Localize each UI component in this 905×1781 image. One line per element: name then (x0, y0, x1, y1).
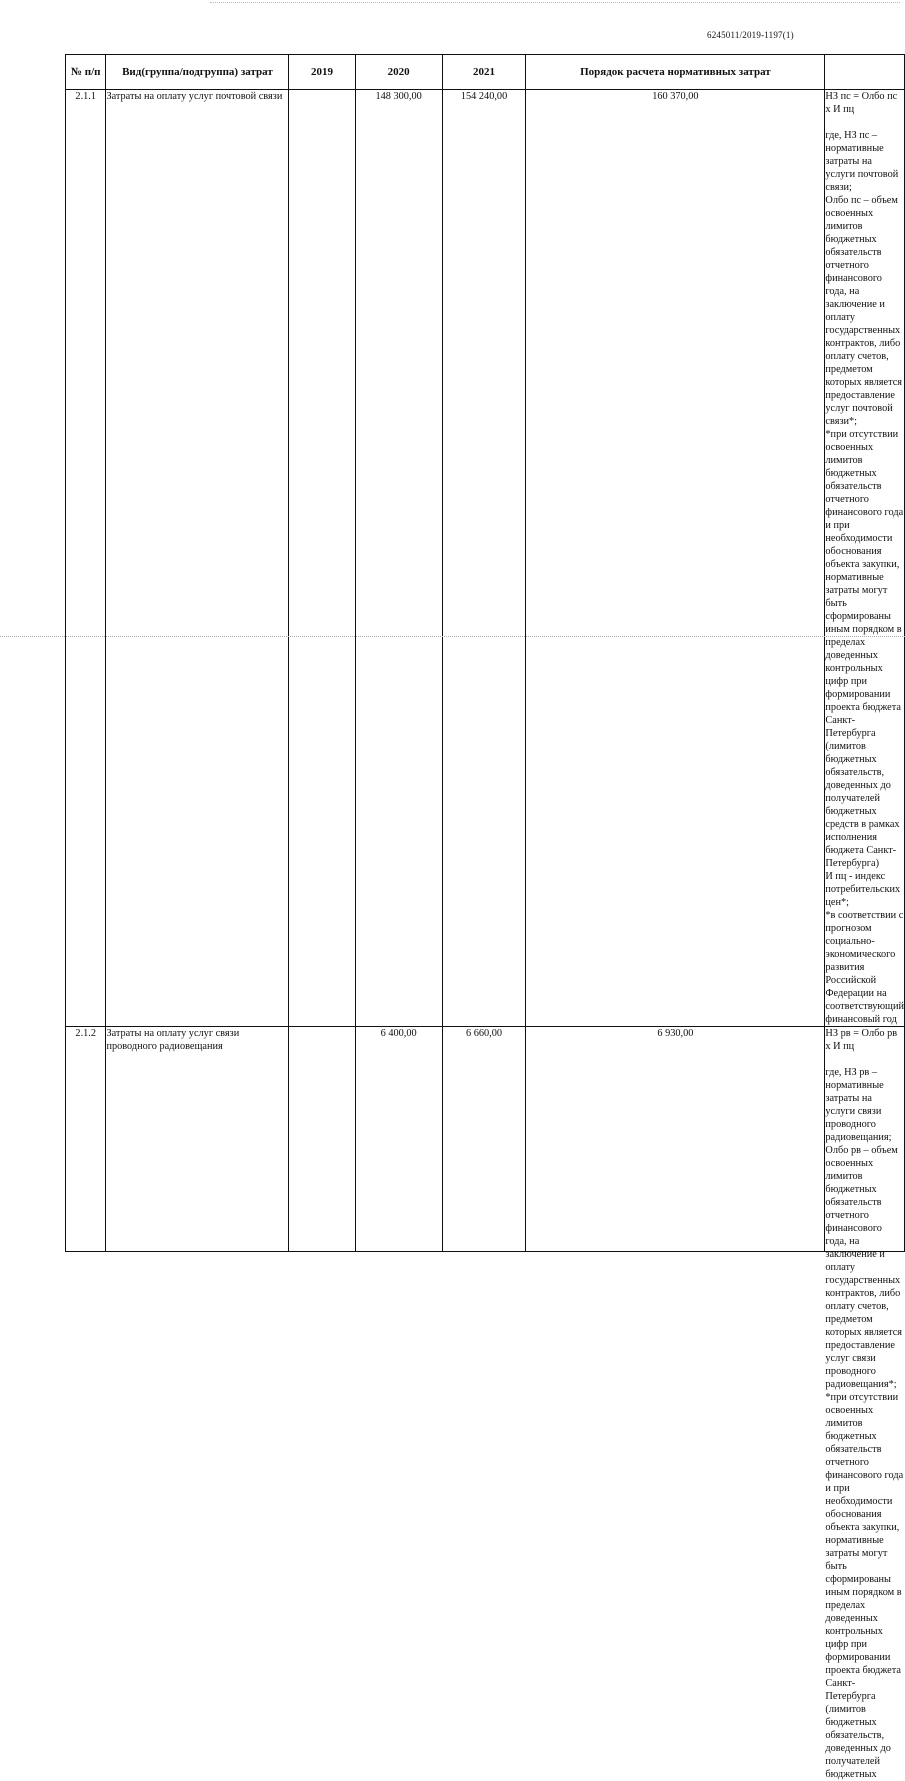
calculation-method (825, 90, 905, 1027)
table-row (66, 1027, 905, 1252)
header-type: Вид(группа/подгруппа) затрат (106, 55, 289, 90)
method-line: *при отсутствии освоенных лимитов бюджетных обязательств отчетного финансового года и при необходимости обоснования объекта закупки, нормативные затраты могут быть сформированы иным порядком в пределах доведенных контрольных цифр при формировании проекта бюджета Санкт-Петербурга (лимитов бюджетных обязательств, доведенных до получателей бюджетных средств в рамках исполнения бюджета Санкт-Петербурга) (825, 429, 904, 869)
table-row (66, 90, 905, 1027)
formula: НЗ рв = Олбо рв х И пц (825, 1028, 898, 1052)
empty-cell (289, 90, 355, 1027)
value-2021: 6 930,00 (526, 1027, 825, 1252)
method-line: И пц - индекс потребительских цен*; (825, 871, 901, 908)
header-2019: 2019 (289, 55, 355, 90)
value-2020: 154 240,00 (442, 90, 526, 1027)
row-number: 2.1.1 (66, 90, 106, 1027)
document-id: 6245011/2019-1197(1) (707, 30, 794, 40)
cost-type-name: Затраты на оплату услуг почтовой связи (106, 90, 289, 1027)
formula: НЗ пс = Олбо пс х И пц (825, 91, 898, 115)
header-2021: 2021 (442, 55, 526, 90)
scan-artifact-bottom (0, 630, 905, 637)
method-line: Олбо рв – объем освоенных лимитов бюджетных обязательств отчетного финансового года, на заключение и оплату государственных контрактов, либо оплату счетов, предметом которых является предоставление услуг связи проводного радиовещания*; (825, 1145, 903, 1390)
cost-norms-table (65, 54, 905, 1780)
value-2019: 148 300,00 (355, 90, 442, 1027)
row-number: 2.1.2 (66, 1027, 106, 1252)
method-line: где, НЗ рв – нормативные затраты на услуги связи проводного радиовещания; (825, 1067, 892, 1143)
method-line: Олбо пс – объем освоенных лимитов бюджетных обязательств отчетного финансового года, на заключение и оплату государственных контрактов, либо оплату счетов, предметом которых является предоставление услуг почтовой связи*; (825, 195, 903, 427)
cost-type-name: Затраты на оплату услуг связи проводного радиовещания (106, 1027, 289, 1252)
header-2020: 2020 (355, 55, 442, 90)
value-2019: 6 400,00 (355, 1027, 442, 1252)
method-line: *в соответствии с прогнозом социально-экономического развития Российской Федерации на соответствующий финансовый год (825, 910, 905, 1025)
method-line: *при отсутствии освоенных лимитов бюджетных обязательств отчетного финансового года и при необходимости обоснования объекта закупки, нормативные затраты могут быть сформированы иным порядком в пределах доведенных контрольных цифр при формировании проекта бюджета Санкт-Петербурга (лимитов бюджетных обязательств, доведенных до получателей бюджетных (825, 1392, 904, 1780)
calculation-method (825, 1027, 905, 1780)
empty-cell (289, 1027, 355, 1252)
scan-artifact-top (210, 2, 900, 8)
header-row (66, 55, 905, 90)
method-line: где, НЗ пс – нормативные затраты на услуги почтовой связи; (825, 130, 899, 193)
header-num: № п/п (66, 55, 106, 90)
value-2020: 6 660,00 (442, 1027, 526, 1252)
value-2021: 160 370,00 (526, 90, 825, 1027)
header-method: Порядок расчета нормативных затрат (526, 55, 825, 90)
